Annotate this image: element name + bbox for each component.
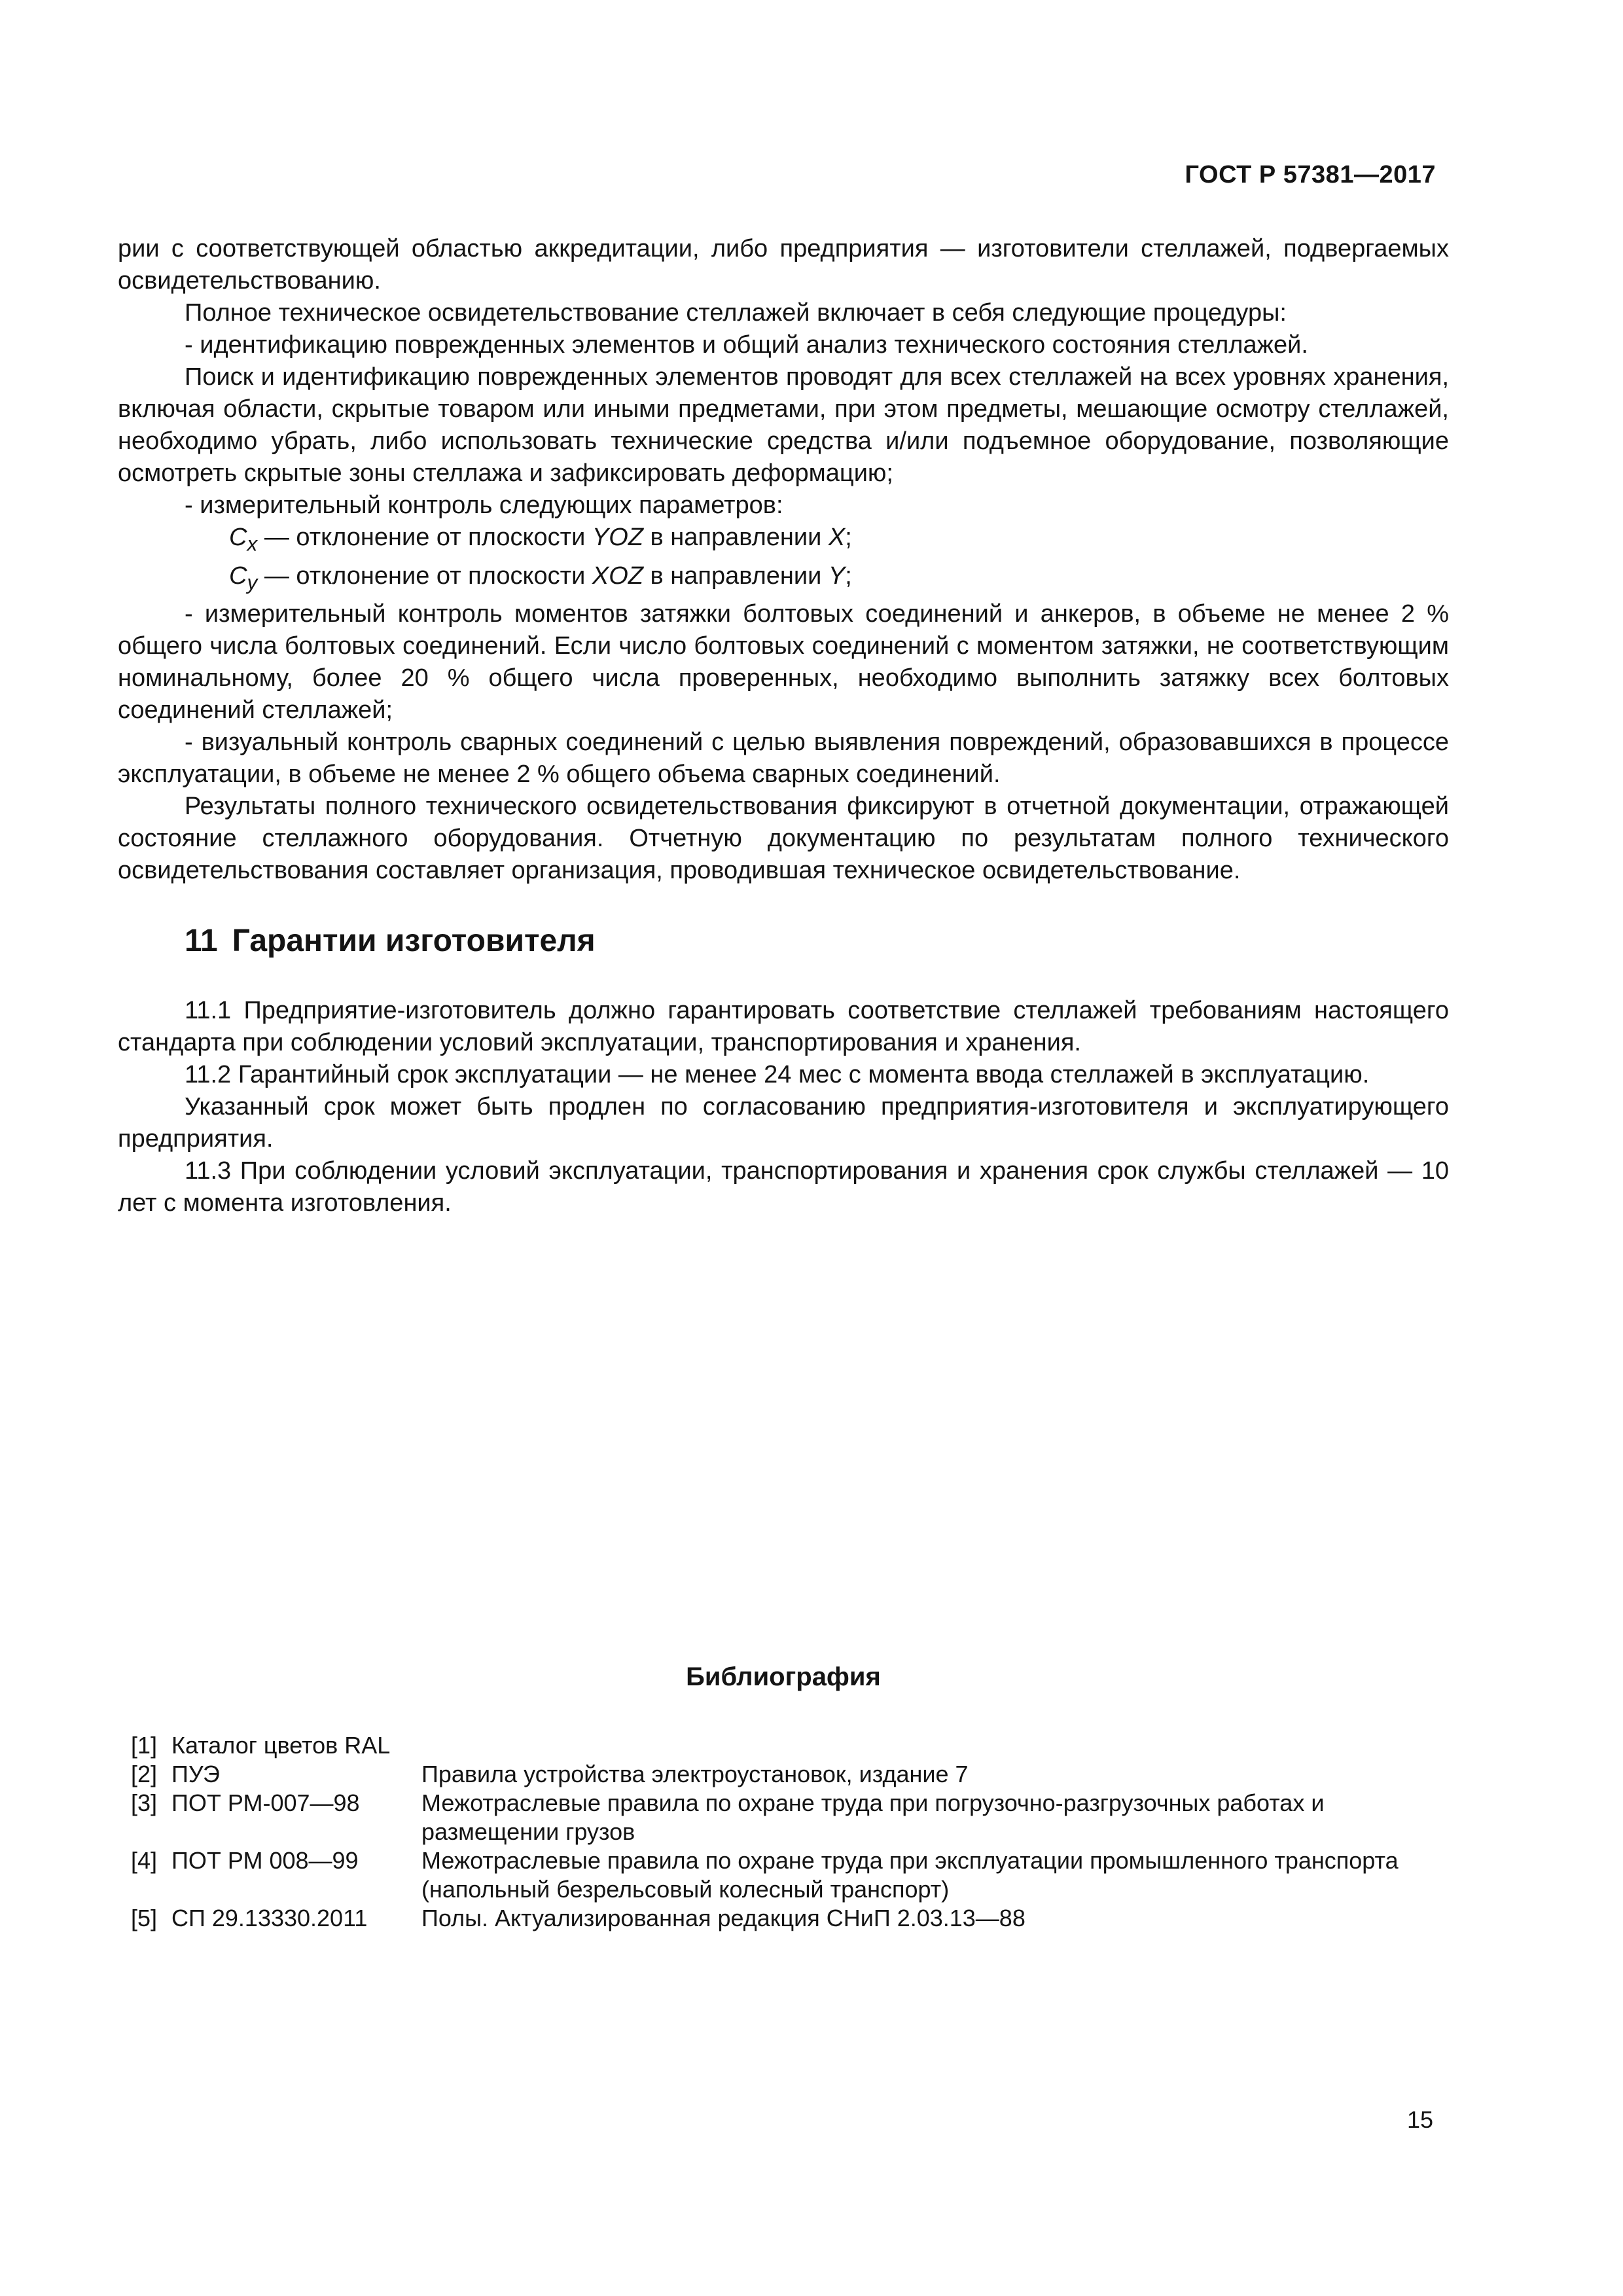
section-number: 11 — [185, 924, 218, 958]
paragraph: Указанный срок может быть продлен по согласованию предприятия-изготовителя и эксплуатирующего предприятия. — [118, 1093, 1449, 1153]
bibliography-title: Библиография — [686, 1662, 881, 1691]
biblio-code: ПУЭ — [171, 1761, 220, 1787]
biblio-number: [3] — [131, 1789, 158, 1816]
paragraph: 11.2 Гарантийный срок эксплуатации — не менее 24 мес с момента ввода стеллажей в эксплуатацию. — [185, 1061, 1370, 1088]
list-item — [131, 1904, 1440, 1933]
biblio-code: ПОТ РМ-007—98 — [171, 1789, 360, 1816]
biblio-number: [5] — [131, 1905, 158, 1931]
biblio-desc: Межотраслевые правила по охране труда при погрузочно-разгрузочных работах и размещении грузов — [421, 1789, 1325, 1845]
biblio-number: [1] — [131, 1732, 158, 1759]
biblio-desc — [421, 1731, 1440, 1760]
section-title-text: Гарантии изготовителя — [232, 924, 596, 958]
biblio-number: [2] — [131, 1761, 158, 1787]
paragraph: 11.3 При соблюдении условий эксплуатации, транспортирования и хранения срок службы стеллажей — 10 лет с момента изготовления. — [118, 1157, 1449, 1217]
section-11-body — [118, 995, 1449, 1219]
page-header: ГОСТ Р 57381—2017 — [1185, 161, 1436, 188]
bibliography-list — [131, 1731, 1440, 1933]
biblio-code: Каталог цветов RAL — [171, 1732, 391, 1759]
list-item: - измерительный контроль моментов затяжки болтовых соединений и анкеров, в объеме не менее 2 % общего числа болтовых соединений. Если число болтовых соединений с моментом затяжки, не соответствующим номинальному, более 20 % общего числа проверенных, необходимо выполнить затяжку всех болтовых соединений стеллажей; — [118, 600, 1449, 725]
paragraph: Поиск и идентификацию поврежденных элементов проводят для всех стеллажей на всех уровнях хранения, включая области, скрытые товаром или иными предметами, при этом предметы, мешающие осмотру стеллажей, необходимо убрать, либо использовать технические средства и/или подъемное оборудование, позволяющие осмотреть скрытые зоны стеллажа и зафиксировать деформацию; — [118, 363, 1449, 487]
biblio-desc: Межотраслевые правила по охране труда при эксплуатации промышленного транспорта (напольный безрельсовый колесный транспорт) — [421, 1847, 1399, 1903]
biblio-desc: Полы. Актуализированная редакция СНиП 2.03.13—88 — [421, 1905, 1026, 1931]
paragraph: Результаты полного технического освидетельствования фиксируют в отчетной документации, отражающей состояние стеллажного оборудования. Отчетную документацию по результатам полного технического освидетельствования составляет организация, проводившая техническое освидетельствование. — [118, 793, 1449, 885]
paragraph: Полное техническое освидетельствование стеллажей включает в себя следующие процедуры: — [185, 299, 1287, 327]
list-item — [131, 1760, 1440, 1789]
list-item — [131, 1846, 1440, 1904]
biblio-code: ПОТ РМ 008—99 — [171, 1847, 359, 1874]
page-number: 15 — [1406, 2106, 1433, 2133]
formula-cy: $C_y$ — отклонение от плоскости XOZ в направлении Y; — [229, 562, 852, 594]
paragraph: рии с соответствующей областью аккредитации, либо предприятия — изготовители стеллажей, подвергаемых освидетельствованию. — [118, 235, 1449, 295]
list-item: - измерительный контроль следующих параметров: — [185, 492, 783, 519]
list-item: - визуальный контроль сварных соединений с целью выявления повреждений, образовавшихся в процессе эксплуатации, в объеме не менее 2 % общего объема сварных соединений. — [118, 728, 1449, 789]
biblio-desc: Правила устройства электроустановок, издание 7 — [421, 1761, 969, 1787]
body-text-top — [118, 233, 1449, 887]
list-item — [131, 1789, 1440, 1846]
biblio-code: СП 29.13330.2011 — [171, 1905, 368, 1931]
paragraph: 11.1 Предприятие-изготовитель должно гарантировать соответствие стеллажей требованиям настоящего стандарта при соблюдении условий эксплуатации, транспортирования и хранения. — [118, 997, 1449, 1056]
list-item — [131, 1731, 1440, 1760]
list-item: - идентификацию поврежденных элементов и общий анализ технического состояния стеллажей. — [185, 331, 1308, 359]
section-heading — [185, 923, 596, 959]
biblio-number: [4] — [131, 1847, 158, 1874]
formula-cx: $C_x$ — отклонение от плоскости YOZ в направлении X; — [229, 524, 852, 556]
